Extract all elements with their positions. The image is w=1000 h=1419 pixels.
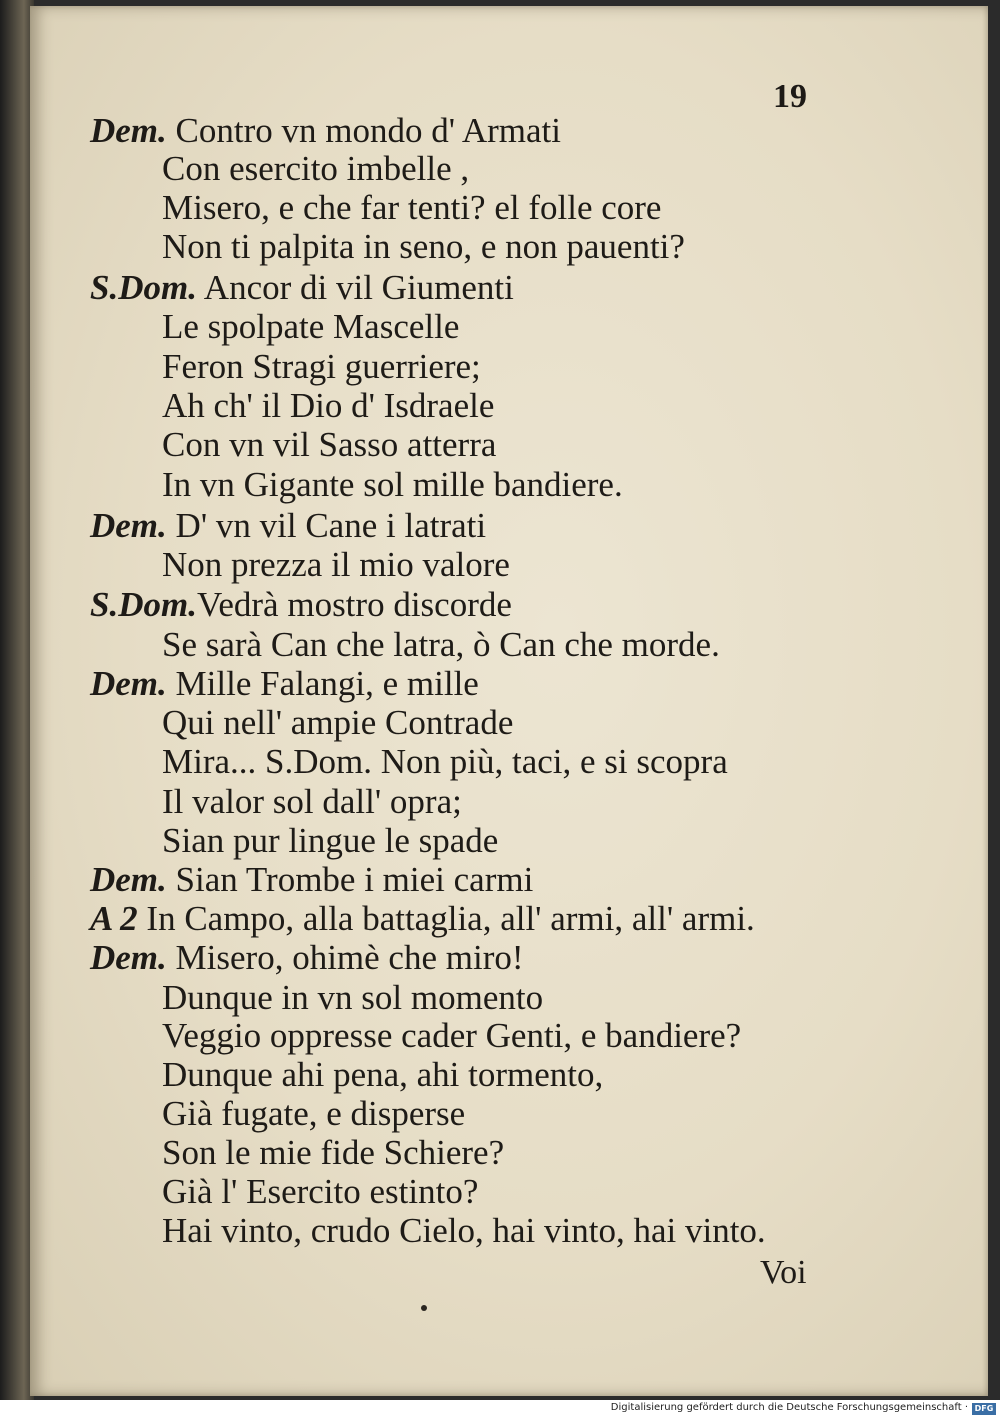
speaker-label: Dem. bbox=[90, 860, 167, 899]
verse-text: Mira... S.Dom. Non più, taci, e si scopra bbox=[162, 742, 728, 781]
verse-text: Mille Falangi, e mille bbox=[166, 664, 479, 703]
verse-line bbox=[90, 861, 533, 899]
verse-text: In vn Gigante sol mille bandiere. bbox=[162, 465, 623, 504]
verse-text: Feron Stragi guerriere; bbox=[162, 347, 481, 386]
verse-line bbox=[162, 189, 661, 227]
verse-text: Ah ch' il Dio d' Isdraele bbox=[162, 386, 495, 425]
verse-line bbox=[162, 308, 459, 346]
verse-line bbox=[162, 546, 510, 584]
verse-line bbox=[162, 1134, 504, 1172]
verse-text: Con vn vil Sasso atterra bbox=[162, 425, 497, 464]
verse-text: Veggio oppresse cader Genti, e bandiere? bbox=[162, 1016, 742, 1055]
verse-text: Il valor sol dall' opra; bbox=[162, 782, 462, 821]
verse-text: Ancor di vil Giumenti bbox=[196, 268, 514, 307]
verse-text: Misero, e che far tenti? el folle core bbox=[162, 188, 662, 227]
speaker-label: A 2 bbox=[90, 899, 138, 938]
speaker-label: Dem. bbox=[90, 111, 167, 150]
verse-text: Le spolpate Mascelle bbox=[162, 307, 460, 346]
verse-text: Già l' Esercito estinto? bbox=[162, 1172, 479, 1211]
verse-text: Già fugate, e disperse bbox=[162, 1094, 466, 1133]
speaker-label: S.Dom. bbox=[90, 585, 197, 624]
speaker-label: Dem. bbox=[90, 664, 167, 703]
verse-line bbox=[162, 979, 543, 1017]
verse-text: Contro vn mondo d' Armati bbox=[166, 111, 562, 150]
verse-text: Se sarà Can che latra, ò Can che morde. bbox=[162, 625, 720, 664]
verse-line bbox=[162, 1017, 741, 1055]
verse-text: Non prezza il mio valore bbox=[162, 545, 510, 584]
verse-line bbox=[162, 1212, 766, 1250]
verse-line bbox=[162, 783, 462, 821]
ink-spot bbox=[421, 1305, 427, 1311]
verse-line bbox=[162, 1056, 603, 1094]
verse-line bbox=[162, 150, 469, 188]
verse-line bbox=[162, 228, 685, 266]
verse-line bbox=[162, 348, 481, 386]
verse-text: Qui nell' ampie Contrade bbox=[162, 703, 514, 742]
dfg-logo: DFG bbox=[972, 1403, 996, 1415]
verse-text: Con esercito imbelle , bbox=[162, 149, 470, 188]
funding-notice: Digitalisierung gefördert durch die Deutsche Forschungsgemeinschaft · bbox=[610, 1402, 968, 1413]
verse-line bbox=[90, 269, 514, 307]
verse-text: Son le mie fide Schiere? bbox=[162, 1133, 505, 1172]
verse-text: Dunque ahi pena, ahi tormento, bbox=[162, 1055, 604, 1094]
speaker-label: Dem. bbox=[90, 506, 167, 545]
verse-text: Misero, ohimè che miro! bbox=[166, 938, 524, 977]
verse-line bbox=[162, 1173, 478, 1211]
verse-line bbox=[90, 665, 479, 703]
verse-text: Sian pur lingue le spade bbox=[162, 821, 499, 860]
verse-line bbox=[162, 1095, 465, 1133]
verse-line bbox=[90, 939, 524, 977]
verse-line bbox=[162, 626, 720, 664]
verse-text: Vedrà mostro discorde bbox=[196, 585, 512, 624]
verse-text: Non ti palpita in seno, e non pauenti? bbox=[162, 227, 685, 266]
verse-text: Dunque in vn sol momento bbox=[162, 978, 544, 1017]
digitization-footer bbox=[0, 1400, 1000, 1419]
verse-line bbox=[162, 426, 496, 464]
book-binding-edge bbox=[0, 0, 34, 1400]
verse-text: Hai vinto, crudo Cielo, hai vinto, hai vinto. bbox=[162, 1211, 766, 1250]
verse-line bbox=[90, 900, 755, 938]
verse-line bbox=[162, 466, 623, 504]
verse-line bbox=[162, 822, 498, 860]
verse-line bbox=[162, 704, 513, 742]
page-number: 19 bbox=[773, 78, 807, 115]
verse-text: Sian Trombe i miei carmi bbox=[166, 860, 534, 899]
verse-line bbox=[90, 112, 561, 150]
verse-text: In Campo, alla battaglia, all' armi, all' armi. bbox=[137, 899, 755, 938]
verse-line bbox=[162, 743, 728, 781]
verse-line bbox=[162, 387, 494, 425]
speaker-label: Dem. bbox=[90, 938, 167, 977]
speaker-label: S.Dom. bbox=[90, 268, 197, 307]
catchword: Voi bbox=[760, 1254, 807, 1291]
verse-line bbox=[90, 586, 512, 624]
verse-line bbox=[90, 507, 486, 545]
verse-text: D' vn vil Cane i latrati bbox=[166, 506, 487, 545]
